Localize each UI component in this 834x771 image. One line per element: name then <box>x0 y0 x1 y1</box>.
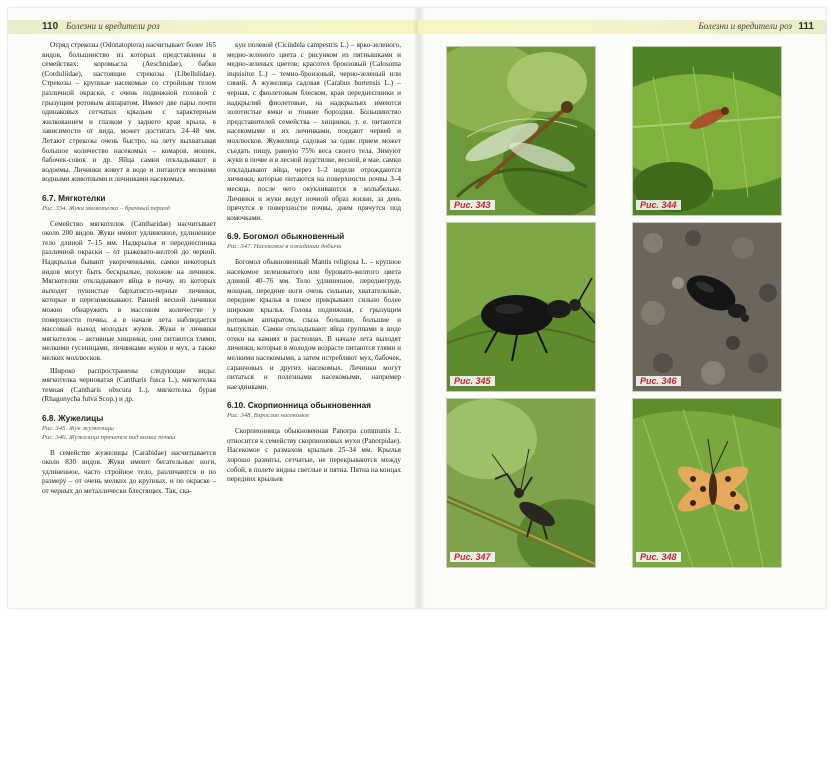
soldier-beetle-image <box>633 47 781 215</box>
right-page <box>418 8 826 608</box>
body-paragraph: Отряд стрекозы (Odonatoptera) насчитывает более 165 видов, большинство из которых представлены в семействах: коромыслa (Aeschnidae), бабки (Corduliidae), настоящие стрекозы (Libellulidae). Стрекозы – крупные насекомые со стройным телом различной окраски, с очень подвижной головой с грызущим ротовым аппаратом. Имеют две пары почти одинаковых сетчатых крыльев с характерным жилкованием и глазком у заднего края крыла, в зависимости от вида, может достигать 24–48 мм. Летают стрекозы очень быстро, на лету выхватывая большое количество насекомых – комаров, мошек, бабочек-совок и др. Яйца самки откладывают в водоемы. Личинки живут в воде и питаются мелкими водными животными и личинками насекомых. <box>42 41 216 184</box>
left-page-number: 110 <box>42 21 59 32</box>
photo-soldier-beetle <box>632 46 782 216</box>
section-heading: 6.10. Скорпионница обыкновенная <box>227 400 371 411</box>
figure-caption: Рис. 347. Насекомое в ожидании добычи <box>227 243 342 251</box>
photo-scorpionfly <box>632 398 782 568</box>
photo-ground-beetle-soil <box>632 222 782 392</box>
book-spread <box>8 8 826 608</box>
photo-label-346: Рис. 346 <box>636 376 681 386</box>
left-running-title: Болезни и вредители роз <box>66 21 160 31</box>
body-paragraph: кун полевой (Cicindela campestris L.) – ярко-зеленого, медно-зеленого цвета с рисунком из пятнышками и медно-зеленых цветов; красотел бронзовый (Calosoma inquisitor L.) – темно-бронзовый, черно-зеленый или синий. А жужелица садовая (Carabus hortensis L.) – черная, с фиолетовым блеском, края переднеспинки и надкрылий фиолетовые, на надкрыльях имеются золотистые ямки и тонкие бороздки. Большинство представителей семейства – хищники, т. е. питаются насекомыми и их личинками, поедают червей и моллюсков. Жужелица садовая за один прием может съедать пищу, равную 75% веса своего тела. Зимуют жуки в почве и в лесной подстилке, весной, в мае, самки откладывают яйца, через 1–2 недели отрождаются личинки, которые питаются на поверхности почвы 3–4 месяца, после чего окукливаются в колыбельке. Личинки и жуки ведут ночной образ жизни, за день прячутся в поверхности почвы, днем прячутся под комочками. <box>227 41 401 222</box>
photo-label-348: Рис. 348 <box>636 552 681 562</box>
photo-label-343: Рис. 343 <box>450 200 495 210</box>
section-heading: 6.8. Жужелицы <box>42 412 104 423</box>
section-heading: 6.9. Богомол обыкновенный <box>227 231 345 242</box>
photo-label-344: Рис. 344 <box>636 200 681 210</box>
body-paragraph: Семейство мягкотелок (Cantharidae) насчитывает около 200 видов. Жуки имеют удлиненное, удлиненное тело длиной 7–15 мм. Надкрылья и переднеспинка различной окраски – от рыжевато-желтой до черной. Надкрылья бывают укороченными, самки некоторых видов могут быть бескрылые, похожие на личинок. Мягкотелки откладывают яйца в почву, из которых выходят пушистые бархатисто-черные личинки, которые и перезимовывают. Ранней весной личинки можно обнаружить в массовом количестве у поверхности почвы, а в начале лета наблюдается массовый выход молодых жуков. Жуки и личинки мягкотелок – активные хищники, они питаются тлями, мелкими гусеницами, личинками жуков и мух, а также мелких моллюсков. <box>42 219 216 363</box>
right-header-band <box>418 20 826 34</box>
body-paragraph: В семействе жужелицы (Carabidae) насчитывается около 830 видов. Жуки имеют бегательные ноги, удлиненное, часто стройное тело, различаются и по размеру – от очень мелких до крупных, и по окраске – от черных до металлически блестящих. Так, ска- <box>42 448 216 495</box>
right-page-number: 111 <box>798 21 814 32</box>
photo-label-345: Рис. 345 <box>450 376 495 386</box>
mantis-image <box>447 399 595 567</box>
body-paragraph: Богомол обыкновенный Mantis religiosa L. – крупное насекомое зеленоватого или буровато-желтого цвета длиной 40–76 мм. Тело удлиненное, переднегрудь мощная, передние ноги очень сильные, хватательные, передние крылья в покое прикрывают сильно более широкие крылья. Голова подвижная, с грызущим ротовым аппаратом, глаза большие, большие и выпуклые. Самки откладывают яйца группами в виде отеки на камнях и растениях. В начале лета выходят личинки, которые в молодом возрасте питаются тлями и мелкими насекомыми, а затем истребляют мух, бабочек, саранчовых и других насекомых. Личинки могут питаться и полезными насекомыми, например наездниками. <box>227 258 401 391</box>
body-paragraph: Широко распространены следующие виды: мягкотелка черноватая (Cantharis fusca L.), мягкотелка темная (Cantharis obscura L.), мягкотелка бурая (Rhagonycha fulva Scop.) и др. <box>42 366 216 404</box>
photo-label-347: Рис. 347 <box>450 552 495 562</box>
figure-caption: Рис. 348. Взрослое насекомое <box>227 412 310 420</box>
soil-beetle-image <box>633 223 781 391</box>
body-paragraph: Скорпионница обыкновенная Panorpa communis L. относится к семейству скорпионовых мухи (Panorpidae). Насекомое с размахом крыльев 25–34 мм. Крылья хорошо развиты, сетчатые, не перекрываются между собой, в полете видны светлые и пятна. Пятна на концах передних крыльев <box>227 427 401 484</box>
figure-caption: Рис. 345. Жук жужелицы <box>42 424 114 432</box>
ground-beetle-image <box>447 223 595 391</box>
left-column-2 <box>227 41 401 488</box>
scorpionfly-image <box>633 399 781 567</box>
dragonfly-image <box>447 47 595 215</box>
photo-ground-beetle <box>446 222 596 392</box>
section-heading: 6.7. Мягкотелки <box>42 192 106 203</box>
left-header-band <box>8 20 418 34</box>
left-page <box>8 8 418 608</box>
photo-dragonfly <box>446 46 596 216</box>
left-column-1 <box>42 41 216 500</box>
figure-caption: Рис. 334. Жуки мягкотелки – брачный период <box>42 204 170 212</box>
photo-mantis <box>446 398 596 568</box>
figure-caption: Рис. 346. Жужелица прячется под комки почвы <box>42 433 176 441</box>
right-running-title: Болезни и вредители роз <box>698 21 792 31</box>
